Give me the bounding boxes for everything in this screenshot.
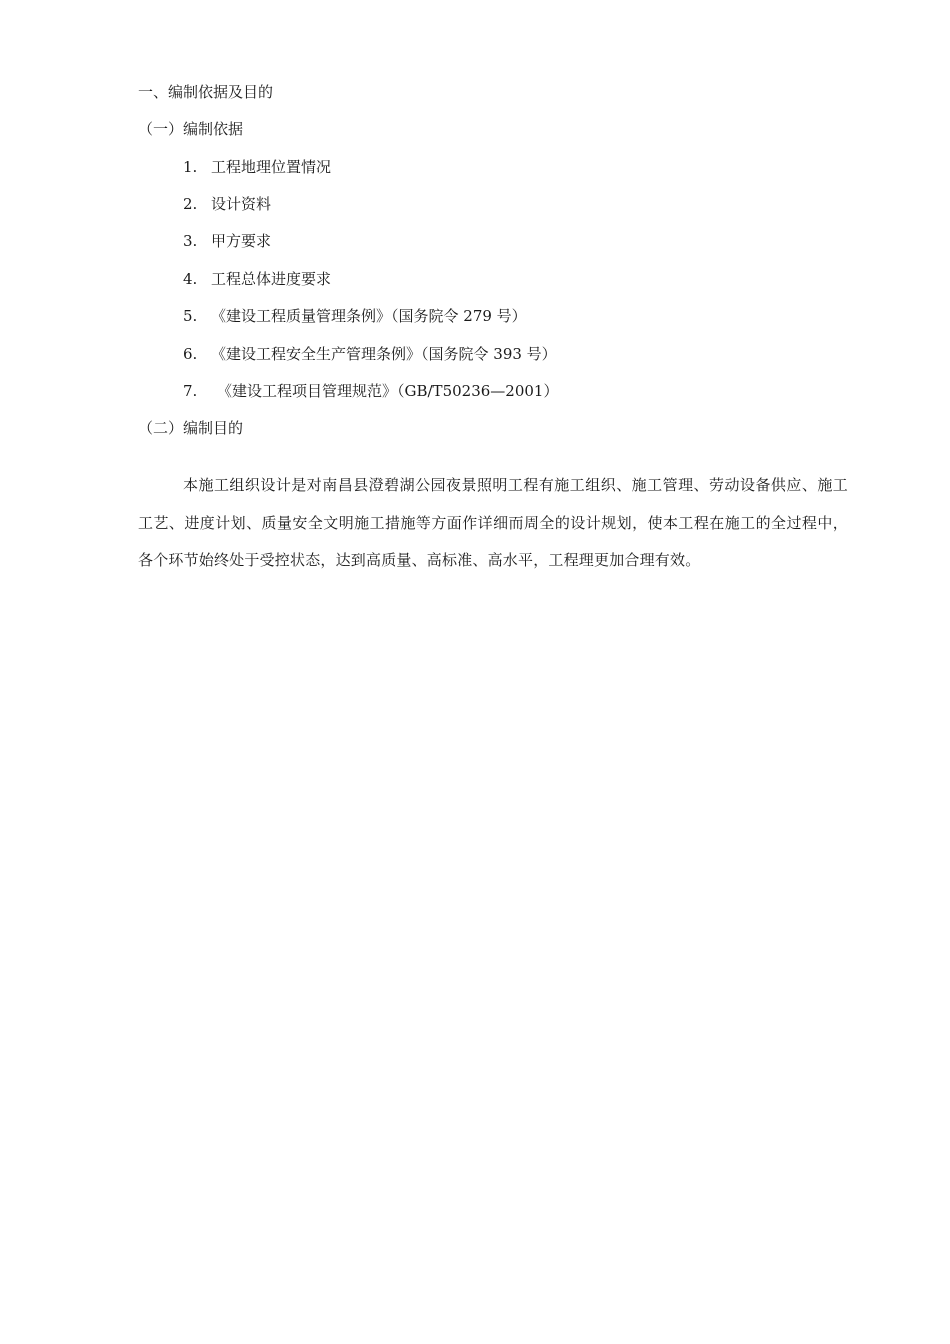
- list-item-text: 《建设工程安全生产管理条例》（国务院令 393 号）: [211, 345, 557, 363]
- list-item-number: 3.: [183, 232, 198, 250]
- list-item-text: 甲方要求: [211, 232, 272, 250]
- basis-list-item: [183, 231, 271, 251]
- list-item-number: 7.: [183, 382, 198, 400]
- list-item-number: 5.: [183, 307, 198, 325]
- basis-list-item: [183, 157, 331, 177]
- basis-list-item: [183, 269, 331, 289]
- basis-heading: （一）编制依据: [138, 120, 244, 138]
- purpose-heading: （二）编制目的: [138, 419, 244, 437]
- list-item-text: 设计资料: [211, 195, 272, 213]
- basis-list-item: [183, 306, 527, 326]
- purpose-paragraph: 本施工组织设计是对南昌县澄碧湖公园夜景照明工程有施工组织、施工管理、劳动设备供应、施工工艺、进度计划、质量安全文明施工措施等方面作详细而周全的设计规划，使本工程在施工的全过程中，各个环节始终处于受控状态，达到高质量、高标准、高水平，工程理更加合理有效。: [138, 476, 848, 569]
- basis-list-item: [183, 344, 557, 364]
- list-item-text: 《建设工程项目管理规范》（GB/T50236—2001）: [217, 382, 559, 400]
- basis-list-item: [183, 381, 558, 401]
- basis-list-item: [183, 194, 271, 214]
- list-item-number: 2.: [183, 195, 198, 213]
- list-item-number: 4.: [183, 270, 198, 288]
- section-heading: 一、编制依据及目的: [138, 83, 274, 101]
- list-item-text: 《建设工程质量管理条例》（国务院令 279 号）: [211, 307, 527, 325]
- list-item-text: 工程总体进度要求: [211, 270, 332, 288]
- list-item-number: 1.: [183, 158, 198, 176]
- list-item-text: 工程地理位置情况: [211, 158, 332, 176]
- list-item-number: 6.: [183, 345, 198, 363]
